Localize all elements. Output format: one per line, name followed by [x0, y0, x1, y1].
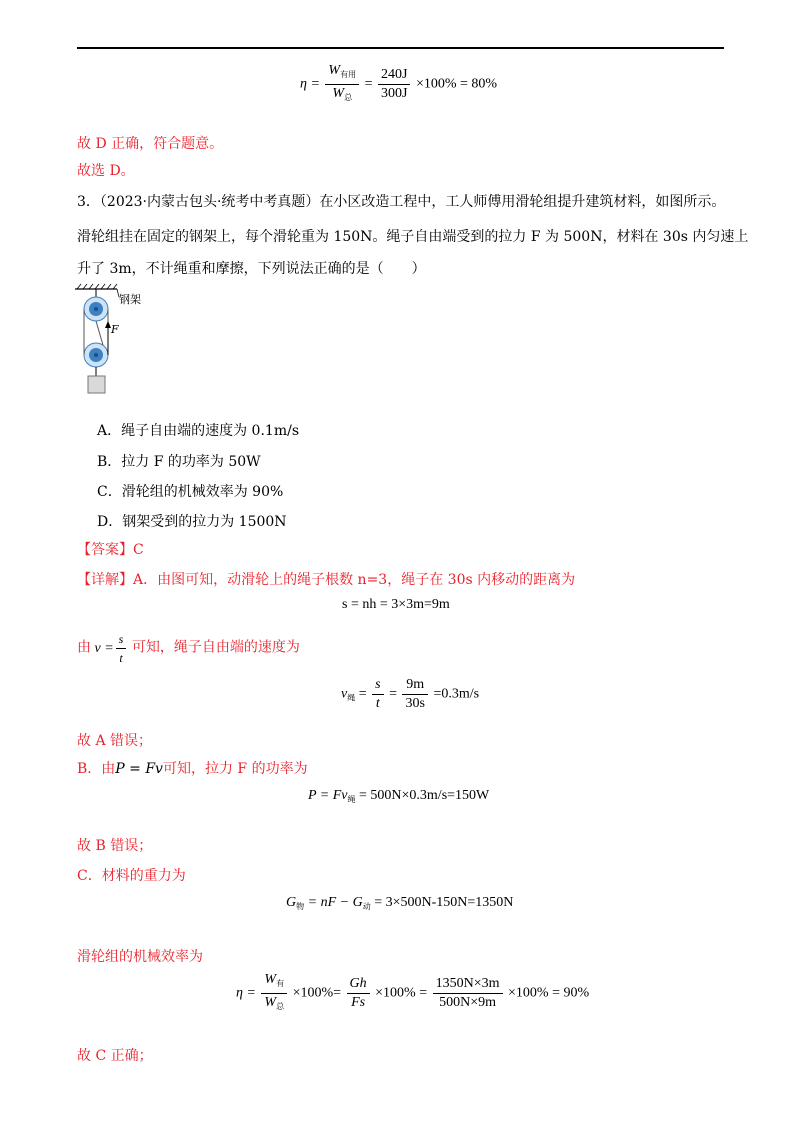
rope-velocity-equation: $v_绳$ = $\frac{s}{t}$ = $\frac{9m}{30s}$ =0.3m/s	[341, 677, 480, 711]
efficiency-equation-c: η = $\frac{W_有}{W_总}$ ×100%= $\frac{Gh}{Fs}$ ×100% = $\frac{1350N\times 3m}{500N\times 9m}$ ×100% = 90%	[236, 972, 590, 1011]
explanation-a: 【详解】A．由图可知，动滑轮上的绳子根数 n=3，绳子在 30s 内移动的距离为	[77, 572, 576, 588]
option-b: B．拉力 F 的功率为 50W	[97, 454, 261, 470]
b-wrong-text: 故 B 错误；	[77, 838, 153, 854]
force-f-label: F	[111, 323, 119, 336]
option-a: A．绳子自由端的速度为 0.1m/s	[97, 423, 300, 439]
efficiency-equation-d: η = $\frac{W_{有用}}{W_总}$ = $\frac{240J}{300J}$ ×100% = 80%	[300, 63, 498, 102]
choose-d-text: 故选 D。	[77, 163, 135, 179]
distance-equation: s = nh = 3×3m=9m	[342, 597, 450, 612]
a-wrong-text: 故 A 错误；	[77, 733, 153, 749]
top-rule	[77, 47, 724, 49]
gravity-equation: $G_物$ = nF − $G_动 = 3\times 500N-150N=1350N$	[286, 895, 514, 911]
d-correct-text: 故 D 正确，符合题意。	[77, 136, 224, 152]
c-correct-text: 故 C 正确；	[77, 1048, 153, 1064]
c-gravity-text: C．材料的重力为	[77, 868, 186, 884]
power-equation: $P = Fv_绳 = 500N\times 0.3m/s=150W$	[308, 788, 490, 804]
question-3-line-1: 3．（2023·内蒙古包头·统考中考真题）在小区改造工程中，工人师傅用滑轮组提升建筑材料，如图所示。	[77, 194, 726, 210]
pulley-diagram	[73, 283, 153, 398]
option-d: D．钢架受到的拉力为 1500N	[97, 514, 287, 530]
option-c: C．滑轮组的机械效率为 90%	[97, 484, 284, 500]
question-3-line-2: 滑轮组挂在固定的钢架上，每个滑轮重为 150N。绳子自由端受到的拉力 F 为 500N，材料在 30s 内匀速上	[77, 229, 749, 245]
question-3-line-3: 升了 3m，不计绳重和摩擦，下列说法正确的是（ ）	[77, 261, 426, 277]
pulley-system-figure	[73, 283, 153, 398]
c-efficiency-text: 滑轮组的机械效率为	[77, 949, 203, 965]
velocity-formula-line: 由 v = $\frac{s}{t}$ 可知，绳子自由端的速度为	[77, 632, 300, 665]
steel-frame-label: 钢架	[119, 293, 141, 306]
power-formula-line: B．由P = Fv可知，拉力 F 的功率为	[77, 761, 308, 777]
answer-text: 【答案】C	[77, 542, 144, 558]
